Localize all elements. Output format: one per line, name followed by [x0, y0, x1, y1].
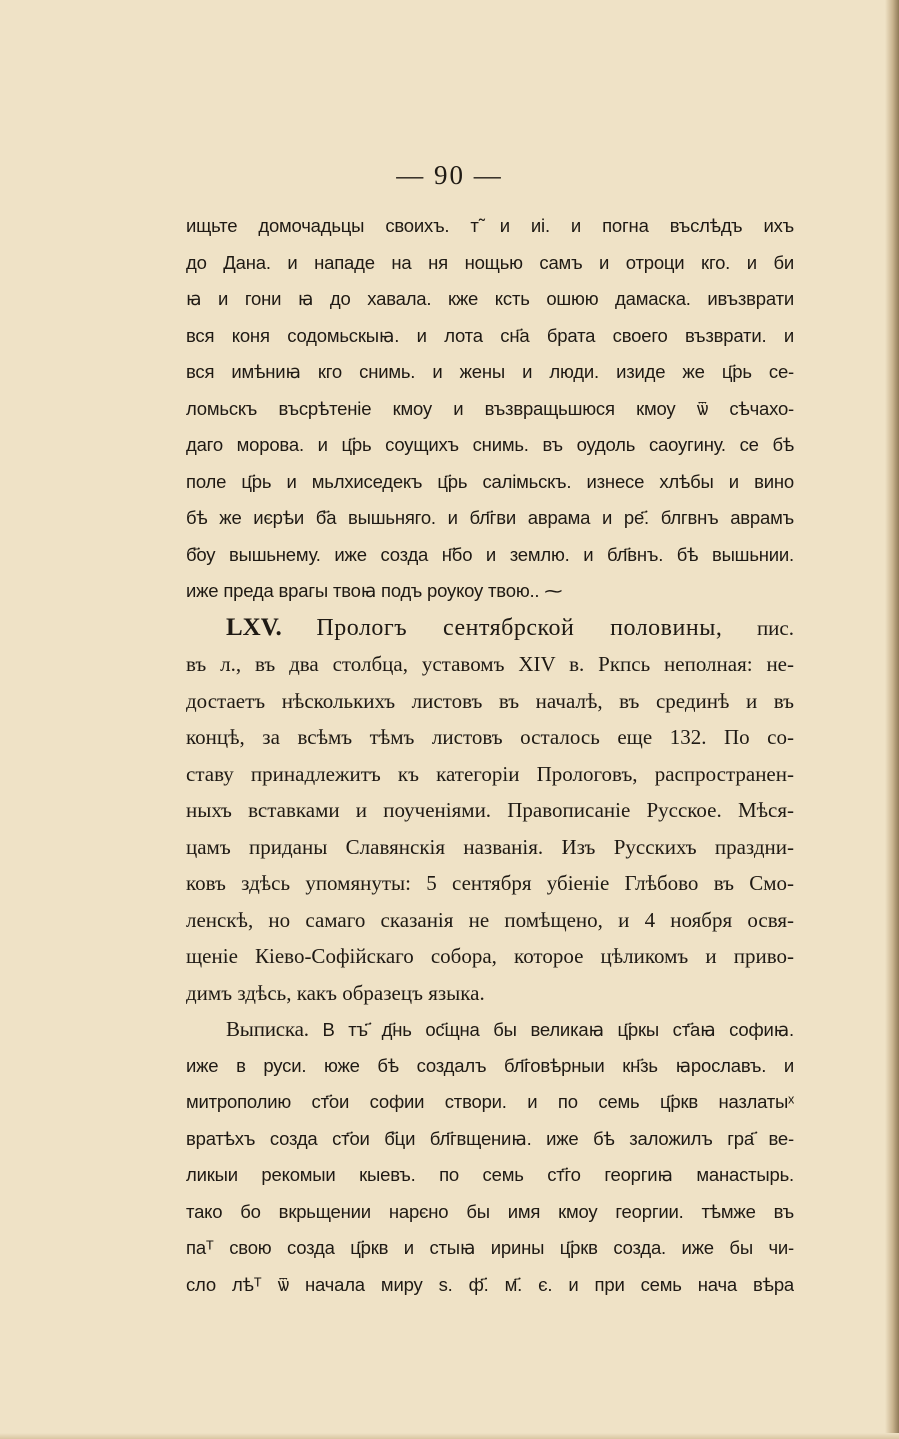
- text-line: ищьте домочадьцы своихъ. т̃ и иі. и погна въслѣдъ ихъ: [186, 215, 794, 236]
- excerpt-label: Выписка.: [226, 1017, 309, 1041]
- description-line: ныхъ вставками и поученіями. Правописаніе Русское. Мѣся-: [186, 798, 794, 822]
- text-line: ꙗ и гони ꙗ до хавала. кже ксть ошюю дамаска. ивъзврати: [186, 288, 794, 309]
- end-flourish: ⁓: [544, 581, 563, 601]
- section-heading-rest: пис.: [756, 615, 794, 640]
- excerpt-line: В тъ҃ д҃нь ос҃щна бы великаꙗ ц҃ркы ст҃аꙗ софиꙗ.: [322, 1019, 794, 1040]
- text-line: б҃оу вышьнему. иже созда н҃бо и землю. и бл҃внъ. бѣ вышьнии.: [186, 543, 794, 565]
- page-bottom-edge: [0, 1433, 899, 1439]
- text-line: ломьскъ въсрѣтеніе кмоу и възвращьшюся кмоу ѿ сѣчахо-: [186, 397, 794, 419]
- description-line: димъ здѣсь, какъ образецъ языка.: [186, 980, 485, 1005]
- excerpt-line: иже в руси. юже бѣ создалъ бл҃говѣрныи кн҃зь ꙗрославъ. и: [186, 1054, 794, 1076]
- excerpt-first-line: [186, 1011, 794, 1048]
- page-text: [186, 208, 794, 1303]
- description-line: ковъ здѣсь упомянуты: 5 сентября убіеніе Глѣбово въ Смо-: [186, 871, 794, 895]
- text-line: до Дана. и нападе на ня нощью самъ и отроци кго. и би: [186, 251, 794, 273]
- excerpt-line: митрополию ст҃ои софии створи. и по семь ц҃ркв назлатыˣ: [186, 1091, 794, 1112]
- excerpt-line: тако бо вкрьщении нарєно бы имя кмоу георгии. тѣмже въ: [186, 1200, 794, 1222]
- description-line: щеніе Кіево-Софійскаго собора, которое цѣликомъ и приво-: [186, 944, 794, 968]
- section-number: LXV.: [226, 613, 282, 641]
- excerpt-line: ликыи рекомыи кыевъ. по семь ст҃го георгиꙗ манастырь.: [186, 1164, 794, 1185]
- description-line: ленскѣ, но самаго сказанія не помѣщено, и 4 ноября освя-: [186, 907, 794, 932]
- description-line: концѣ, за всѣмъ тѣмъ листовъ осталось еще 132. По со-: [186, 725, 794, 749]
- description-line: достаетъ нѣсколькихъ листовъ въ началѣ, въ срединѣ и въ: [186, 688, 794, 713]
- text-line: иже преда врагы твоꙗ подъ роукоу твою..: [186, 580, 540, 601]
- text-line: вся коня содомьскыꙗ. и лота сн҃а брата своего възврати. и: [186, 324, 794, 346]
- text-line: даго морова. и ц҃рь соущихъ снимь. въ оудоль саоугину. се бѣ: [186, 434, 794, 455]
- section-heading: [186, 610, 794, 647]
- section-title: Прологъ сентябрской половины,: [316, 614, 723, 641]
- text-line-final: [186, 573, 794, 610]
- description-line: ставу принадлежитъ къ категоріи Прологовъ, распространен-: [186, 761, 794, 786]
- text-line: бѣ же иєрѣи б҃а вышьняго. и бл҃гви аврама и ре҃. блгвнъ аврамъ: [186, 507, 794, 528]
- description-line: цамъ приданы Славянскія названія. Изъ Русскихъ праздни-: [186, 834, 794, 859]
- excerpt-line: вратѣхъ созда ст҃ои б҃ци бл҃гвщениꙗ. иже бѣ заложилъ гра҃ ве-: [186, 1127, 794, 1149]
- description-line: въ л., въ два столбца, уставомъ XIV в. Ркпсь неполная: не-: [186, 652, 794, 676]
- page-edge-shadow: [885, 0, 899, 1439]
- page-number: — 90 —: [396, 160, 503, 190]
- excerpt-line: паᵀ свою созда ц҃ркв и стыꙗ ирины ц҃ркв созда. иже бы чи-: [186, 1237, 794, 1258]
- excerpt-line: сло лѣᵀ ѿ начала миру ѕ. ф҃. м҃. є. и при семь нача вѣра: [186, 1273, 794, 1295]
- text-line: вся имѣниꙗ кго снимь. и жены и люди. изиде же ц҃рь се-: [186, 361, 794, 382]
- text-line: поле ц҃рь и мьлхиседекъ ц҃рь салімьскъ. изнесе хлѣбы и вино: [186, 470, 794, 492]
